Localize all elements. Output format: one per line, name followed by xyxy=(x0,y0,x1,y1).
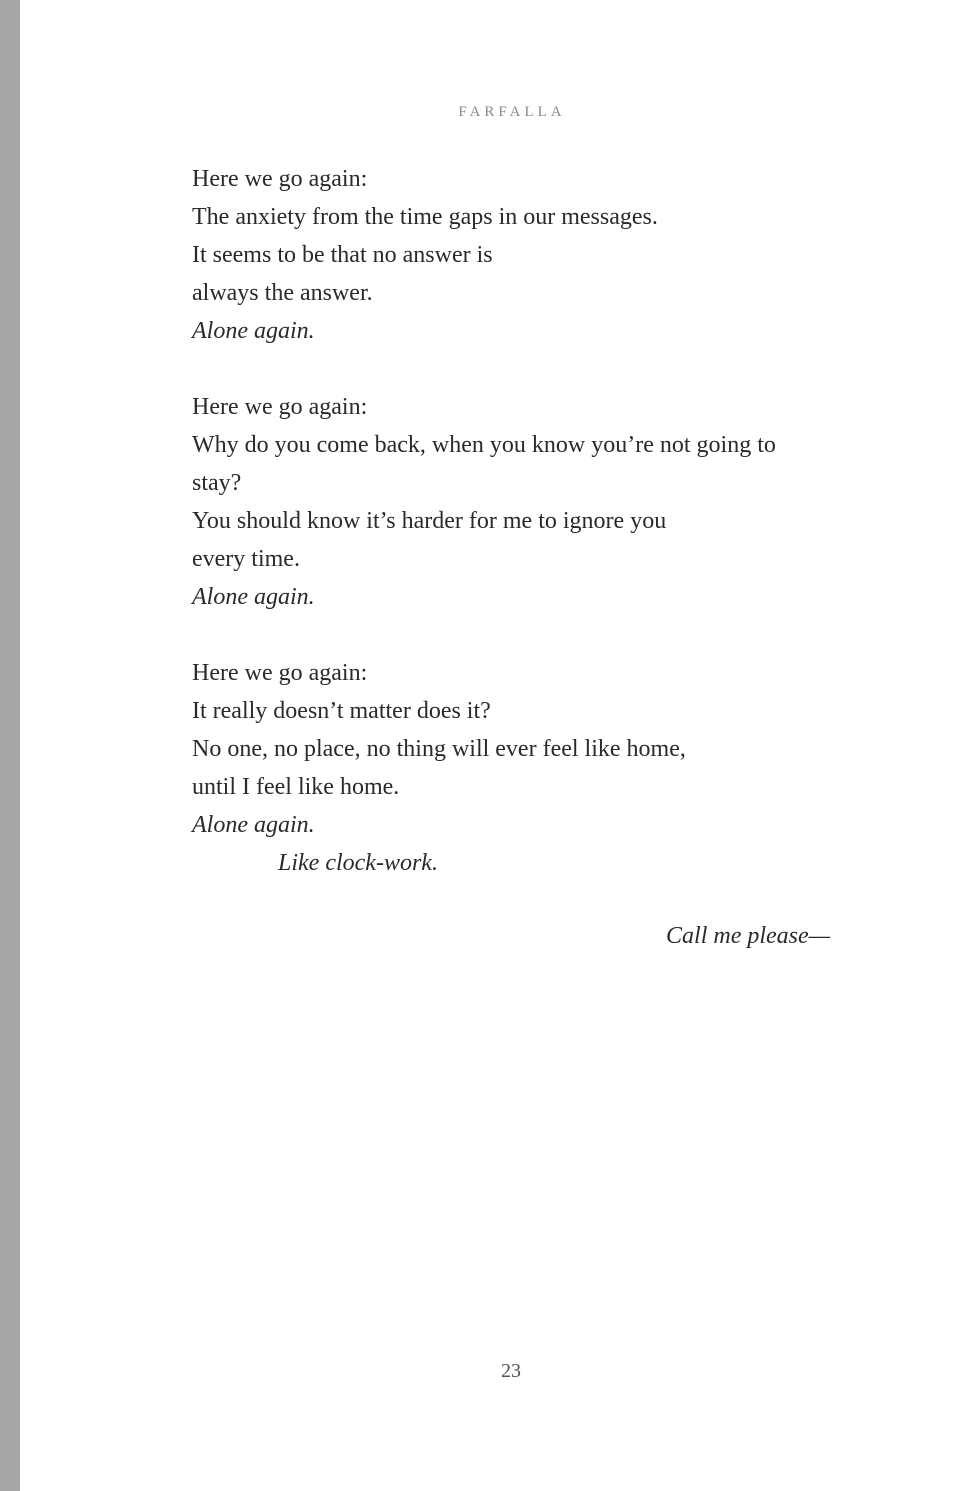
poem-refrain: Alone again. xyxy=(192,812,315,838)
page-spine-edge xyxy=(0,0,20,1491)
stanza-3 xyxy=(192,654,832,882)
poem-line: until I feel like home. xyxy=(192,774,400,800)
poem-line: Here we go again: xyxy=(192,394,368,420)
poem-line: It really doesn’t matter does it? xyxy=(192,698,491,724)
poem-line: It seems to be that no answer is xyxy=(192,242,493,268)
poem-coda: Like clock-work. xyxy=(278,850,438,876)
poem-line: No one, no place, no thing will ever feel like home, xyxy=(192,736,686,762)
poem-line: Here we go again: xyxy=(192,660,368,686)
stanza-2 xyxy=(192,388,832,616)
poem-line: every time. xyxy=(192,546,300,572)
poem-line: always the answer. xyxy=(192,280,373,306)
poem-line: stay? xyxy=(192,470,242,496)
poem-refrain: Alone again. xyxy=(192,584,315,610)
stanza-break xyxy=(192,350,832,388)
poem-line: You should know it’s harder for me to ignore you xyxy=(192,508,667,534)
stanza-1 xyxy=(192,160,832,350)
page-number: 23 xyxy=(501,1360,521,1382)
poem-body xyxy=(192,160,832,882)
poem-refrain: Alone again. xyxy=(192,318,315,344)
poem-line: Why do you come back, when you know you’re not going to xyxy=(192,432,776,458)
stanza-break xyxy=(192,616,832,654)
poem-signoff: Call me please— xyxy=(666,923,830,949)
running-head-title: FARFALLA xyxy=(458,104,566,120)
poem-line: The anxiety from the time gaps in our messages. xyxy=(192,204,658,230)
poem-line: Here we go again: xyxy=(192,166,368,192)
